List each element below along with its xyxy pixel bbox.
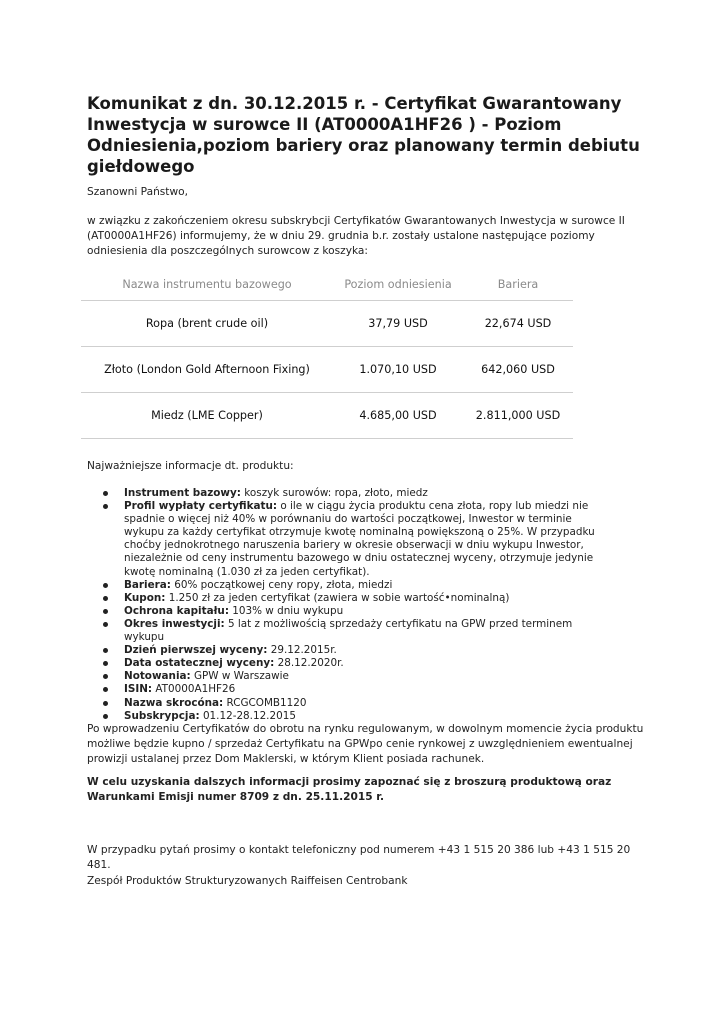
greeting: Szanowni Państwo, [87, 186, 188, 198]
bullet-icon [103, 701, 108, 706]
bullet-icon [103, 648, 108, 653]
header-barrier: Bariera [463, 269, 573, 301]
bullet-icon [103, 504, 108, 509]
bullet-icon [103, 491, 108, 496]
instrument-name: Ropa (brent crude oil) [81, 301, 333, 347]
item-text: koszyk surowów: ropa, złoto, miedz [240, 487, 428, 499]
reference-level: 37,79 USD [333, 301, 463, 347]
bullet-icon [103, 714, 108, 719]
item-text: 29.12.2015r. [267, 644, 337, 657]
table-row [81, 347, 573, 393]
item-label: ISIN: [124, 683, 153, 696]
item-text: 60% początkowej ceny ropy, złota, miedzi [170, 578, 393, 591]
bullet-icon [103, 674, 108, 679]
table-row [81, 301, 573, 347]
reference-level: 4.685,00 USD [333, 393, 463, 439]
table-header-row [81, 269, 573, 301]
header-reference-level: Poziom odniesienia [333, 269, 463, 301]
contact-paragraph: W przypadku pytań prosimy o kontakt telefoniczny pod numerem +43 1 515 20 386 lub +43 1 515 20 481. [87, 844, 631, 871]
signature-team: Zespół Produktów Strukturyzowanych Raiffeisen Centrobank [87, 875, 408, 887]
table-row [81, 393, 573, 439]
item-label: Data ostatecznej wyceny: [124, 657, 275, 670]
bullet-icon [103, 622, 108, 627]
item-text: RCGCOMB1120 [223, 696, 307, 709]
item-text: 103% w dniu wykupu [229, 604, 344, 617]
item-text: GPW w Warszawie [190, 670, 289, 683]
list-item [87, 500, 612, 579]
list-item [87, 579, 612, 592]
page-title: Komunikat z dn. 30.12.2015 r. - Certyfikat Gwarantowany Inwestycja w surowce II (AT0000A1HF26 ) - Poziom Odniesienia,poziom bariery oraz planowany termin debiutu giełdowego [87, 94, 640, 176]
list-item [87, 697, 612, 710]
trading-paragraph: Po wprowadzeniu Certyfikatów do obrotu na rynku regulowanym, w dowolnym momencie życia produktu możliwe będzie kupno / sprzedaż Certyfikatu na GPWpo cenie rynkowej z uwzględnieniem ewentualnej prowizji ustalanej przez Dom Maklerski, w którym Klient posiada rachunek. [87, 723, 644, 765]
item-label: Nazwa skrocóna: [124, 696, 224, 709]
instrument-name: Miedz (LME Copper) [81, 393, 333, 439]
item-label: Ochrona kapitału: [124, 604, 229, 617]
item-label: Instrument bazowy: [124, 487, 241, 499]
item-label: Profil wypłaty certyfikatu: [124, 500, 278, 513]
list-item [87, 657, 612, 670]
item-label: Kupon: [124, 591, 166, 604]
list-item [87, 710, 612, 723]
list-item [87, 487, 612, 500]
intro-paragraph: w związku z zakończeniem okresu subskrybcji Certyfikatów Gwarantowanych Inwestycja w surowce II (AT0000A1HF26) informujemy, że w dniu 29. grudnia b.r. zostały ustalone następujące poziomy odniesienia dla poszczególnych surowcow z koszyka: [87, 215, 625, 257]
bullet-icon [103, 596, 108, 601]
item-text: AT0000A1HF26 [152, 683, 236, 696]
barrier-value: 22,674 USD [463, 301, 573, 347]
item-label: Notowania: [124, 670, 191, 683]
list-item [87, 670, 612, 683]
product-info-heading: Najważniejsze informacje dt. produktu: [87, 460, 294, 472]
item-label: Bariera: [124, 578, 171, 591]
item-text: 01.12-28.12.2015 [199, 709, 296, 722]
item-text: o ile w ciągu życia produktu cena złota, ropy lub miedzi nie spadnie o więcej niż 40% w porównaniu do wartości początkowej, Inwestor w terminie wykupu za każdy certyfikat otrzymuje kwotę nominalną powiększoną o 25%. W przypadku choćby jednokrotnego naruszenia bariery w okresie obserwacji w dniu wykupu Inwestor, niezależnie od ceny instrumentu bazowego w dniu ostatecznej wyceny, otrzymuje jedynie kwotę nominalną (1.030 zł za jeden certyfikat). [124, 500, 595, 578]
item-text: 1.250 zł za jeden certyfikat (zawiera w sobie wartość•nominalną) [165, 591, 510, 604]
header-instrument: Nazwa instrumentu bazowego [81, 269, 333, 301]
item-text: 5 lat z możliwością sprzedaży certyfikatu na GPW przed terminem wykupu [124, 617, 573, 644]
list-item [87, 683, 612, 696]
list-item [87, 592, 612, 605]
further-info-paragraph: W celu uzyskania dalszych informacji prosimy zapoznać się z broszurą produktową oraz Warunkami Emisji numer 8709 z dn. 25.11.2015 r. [87, 776, 612, 803]
barrier-value: 642,060 USD [463, 347, 573, 393]
reference-level: 1.070,10 USD [333, 347, 463, 393]
list-item [87, 644, 612, 657]
bullet-icon [103, 609, 108, 614]
list-item [87, 605, 612, 618]
item-text: 28.12.2020r. [274, 657, 344, 670]
bullet-icon [103, 661, 108, 666]
bullet-icon [103, 687, 108, 692]
item-label: Okres inwestycji: [124, 617, 225, 630]
instrument-name: Złoto (London Gold Afternoon Fixing) [81, 347, 333, 393]
bullet-icon [103, 583, 108, 588]
item-label: Dzień pierwszej wyceny: [124, 644, 268, 657]
item-label: Subskrypcja: [124, 709, 200, 722]
list-item [87, 618, 612, 644]
product-info-list [87, 487, 612, 723]
barrier-value: 2.811,000 USD [463, 393, 573, 439]
reference-levels-table [81, 269, 573, 439]
